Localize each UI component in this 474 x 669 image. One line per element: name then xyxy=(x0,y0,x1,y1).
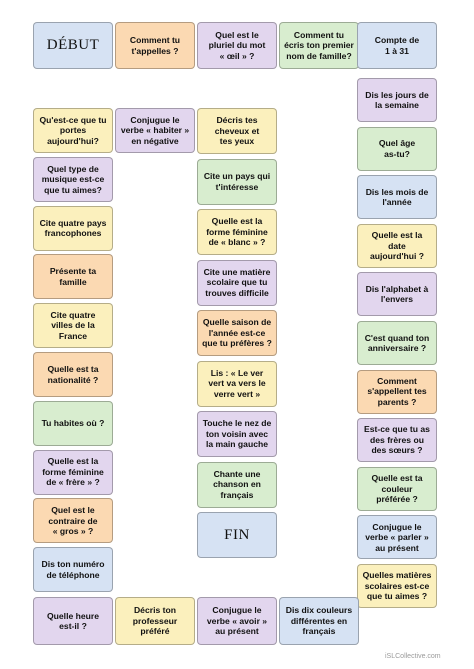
left-cell-9: Quel type de musique est-ce que tu aimes? xyxy=(33,157,113,202)
inner-top-cell: Conjugue le verbe « habiter » en négative xyxy=(115,108,195,153)
top-cell-3: Comment tu écris ton premier nom de famille? xyxy=(279,22,359,69)
left-cell-7: Présente ta famille xyxy=(33,254,113,299)
bottom-cell-3: Décris ton professeur préféré xyxy=(115,597,195,645)
right-cell-4: Quelle est la date aujourd'hui ? xyxy=(357,224,437,268)
right-cell-7: Comment s'appellent tes parents ? xyxy=(357,370,437,414)
left-cell-10: Qu'est-ce que tu portes aujourd'hui? xyxy=(33,108,113,153)
center-cell-4: Cite une matière scolaire que tu trouves difficile xyxy=(197,260,277,306)
left-cell-6: Cite quatre villes de la France xyxy=(33,303,113,348)
right-cell-11: Quelles matières scolaires est-ce que tu aimes ? xyxy=(357,564,437,608)
center-cell-1: Décris tes cheveux et tes yeux xyxy=(197,108,277,154)
top-cell-4: Compte de 1 à 31 xyxy=(357,22,437,69)
top-cell-2: Quel est le pluriel du mot « œil » ? xyxy=(197,22,277,69)
finish-cell: FIN xyxy=(197,512,277,558)
center-cell-6: Lis : « Le ver vert va vers le verre vert » xyxy=(197,361,277,407)
left-cell-5: Quelle est ta nationalité ? xyxy=(33,352,113,397)
right-cell-9: Quelle est ta couleur préférée ? xyxy=(357,467,437,511)
bottom-cell-4: Quelle heure est-il ? xyxy=(33,597,113,645)
center-cell-3: Quelle est la forme féminine de « blanc » ? xyxy=(197,209,277,255)
center-cell-7: Touche le nez de ton voisin avec la main gauche xyxy=(197,411,277,457)
left-cell-2: Quel est le contraire de « gros » ? xyxy=(33,498,113,543)
top-cell-1: Comment tu t'appelles ? xyxy=(115,22,195,69)
left-cell-4: Tu habites où ? xyxy=(33,401,113,446)
right-cell-1: Dis les jours de la semaine xyxy=(357,78,437,122)
left-cell-3: Quelle est la forme féminine de « frère » ? xyxy=(33,450,113,495)
right-cell-2: Quel âge as-tu? xyxy=(357,127,437,171)
right-cell-8: Est-ce que tu as des frères ou des sœurs ? xyxy=(357,418,437,462)
watermark: iSLCollective.com xyxy=(385,653,441,660)
right-cell-3: Dis les mois de l'année xyxy=(357,175,437,219)
left-cell-1: Dis ton numéro de téléphone xyxy=(33,547,113,592)
right-cell-6: C'est quand ton anniversaire ? xyxy=(357,321,437,365)
center-cell-2: Cite un pays qui t'intéresse xyxy=(197,159,277,205)
right-cell-5: Dis l'alphabet à l'envers xyxy=(357,272,437,316)
right-cell-10: Conjugue le verbe « parler » au présent xyxy=(357,515,437,559)
left-cell-8: Cite quatre pays francophones xyxy=(33,206,113,251)
bottom-cell-2: Conjugue le verbe « avoir » au présent xyxy=(197,597,277,645)
center-cell-8: Chante une chanson en français xyxy=(197,462,277,508)
center-cell-5: Quelle saison de l'année est-ce que tu préfères ? xyxy=(197,310,277,356)
bottom-cell-1: Dis dix couleurs différentes en français xyxy=(279,597,359,645)
start-cell: DÉBUT xyxy=(33,22,113,69)
